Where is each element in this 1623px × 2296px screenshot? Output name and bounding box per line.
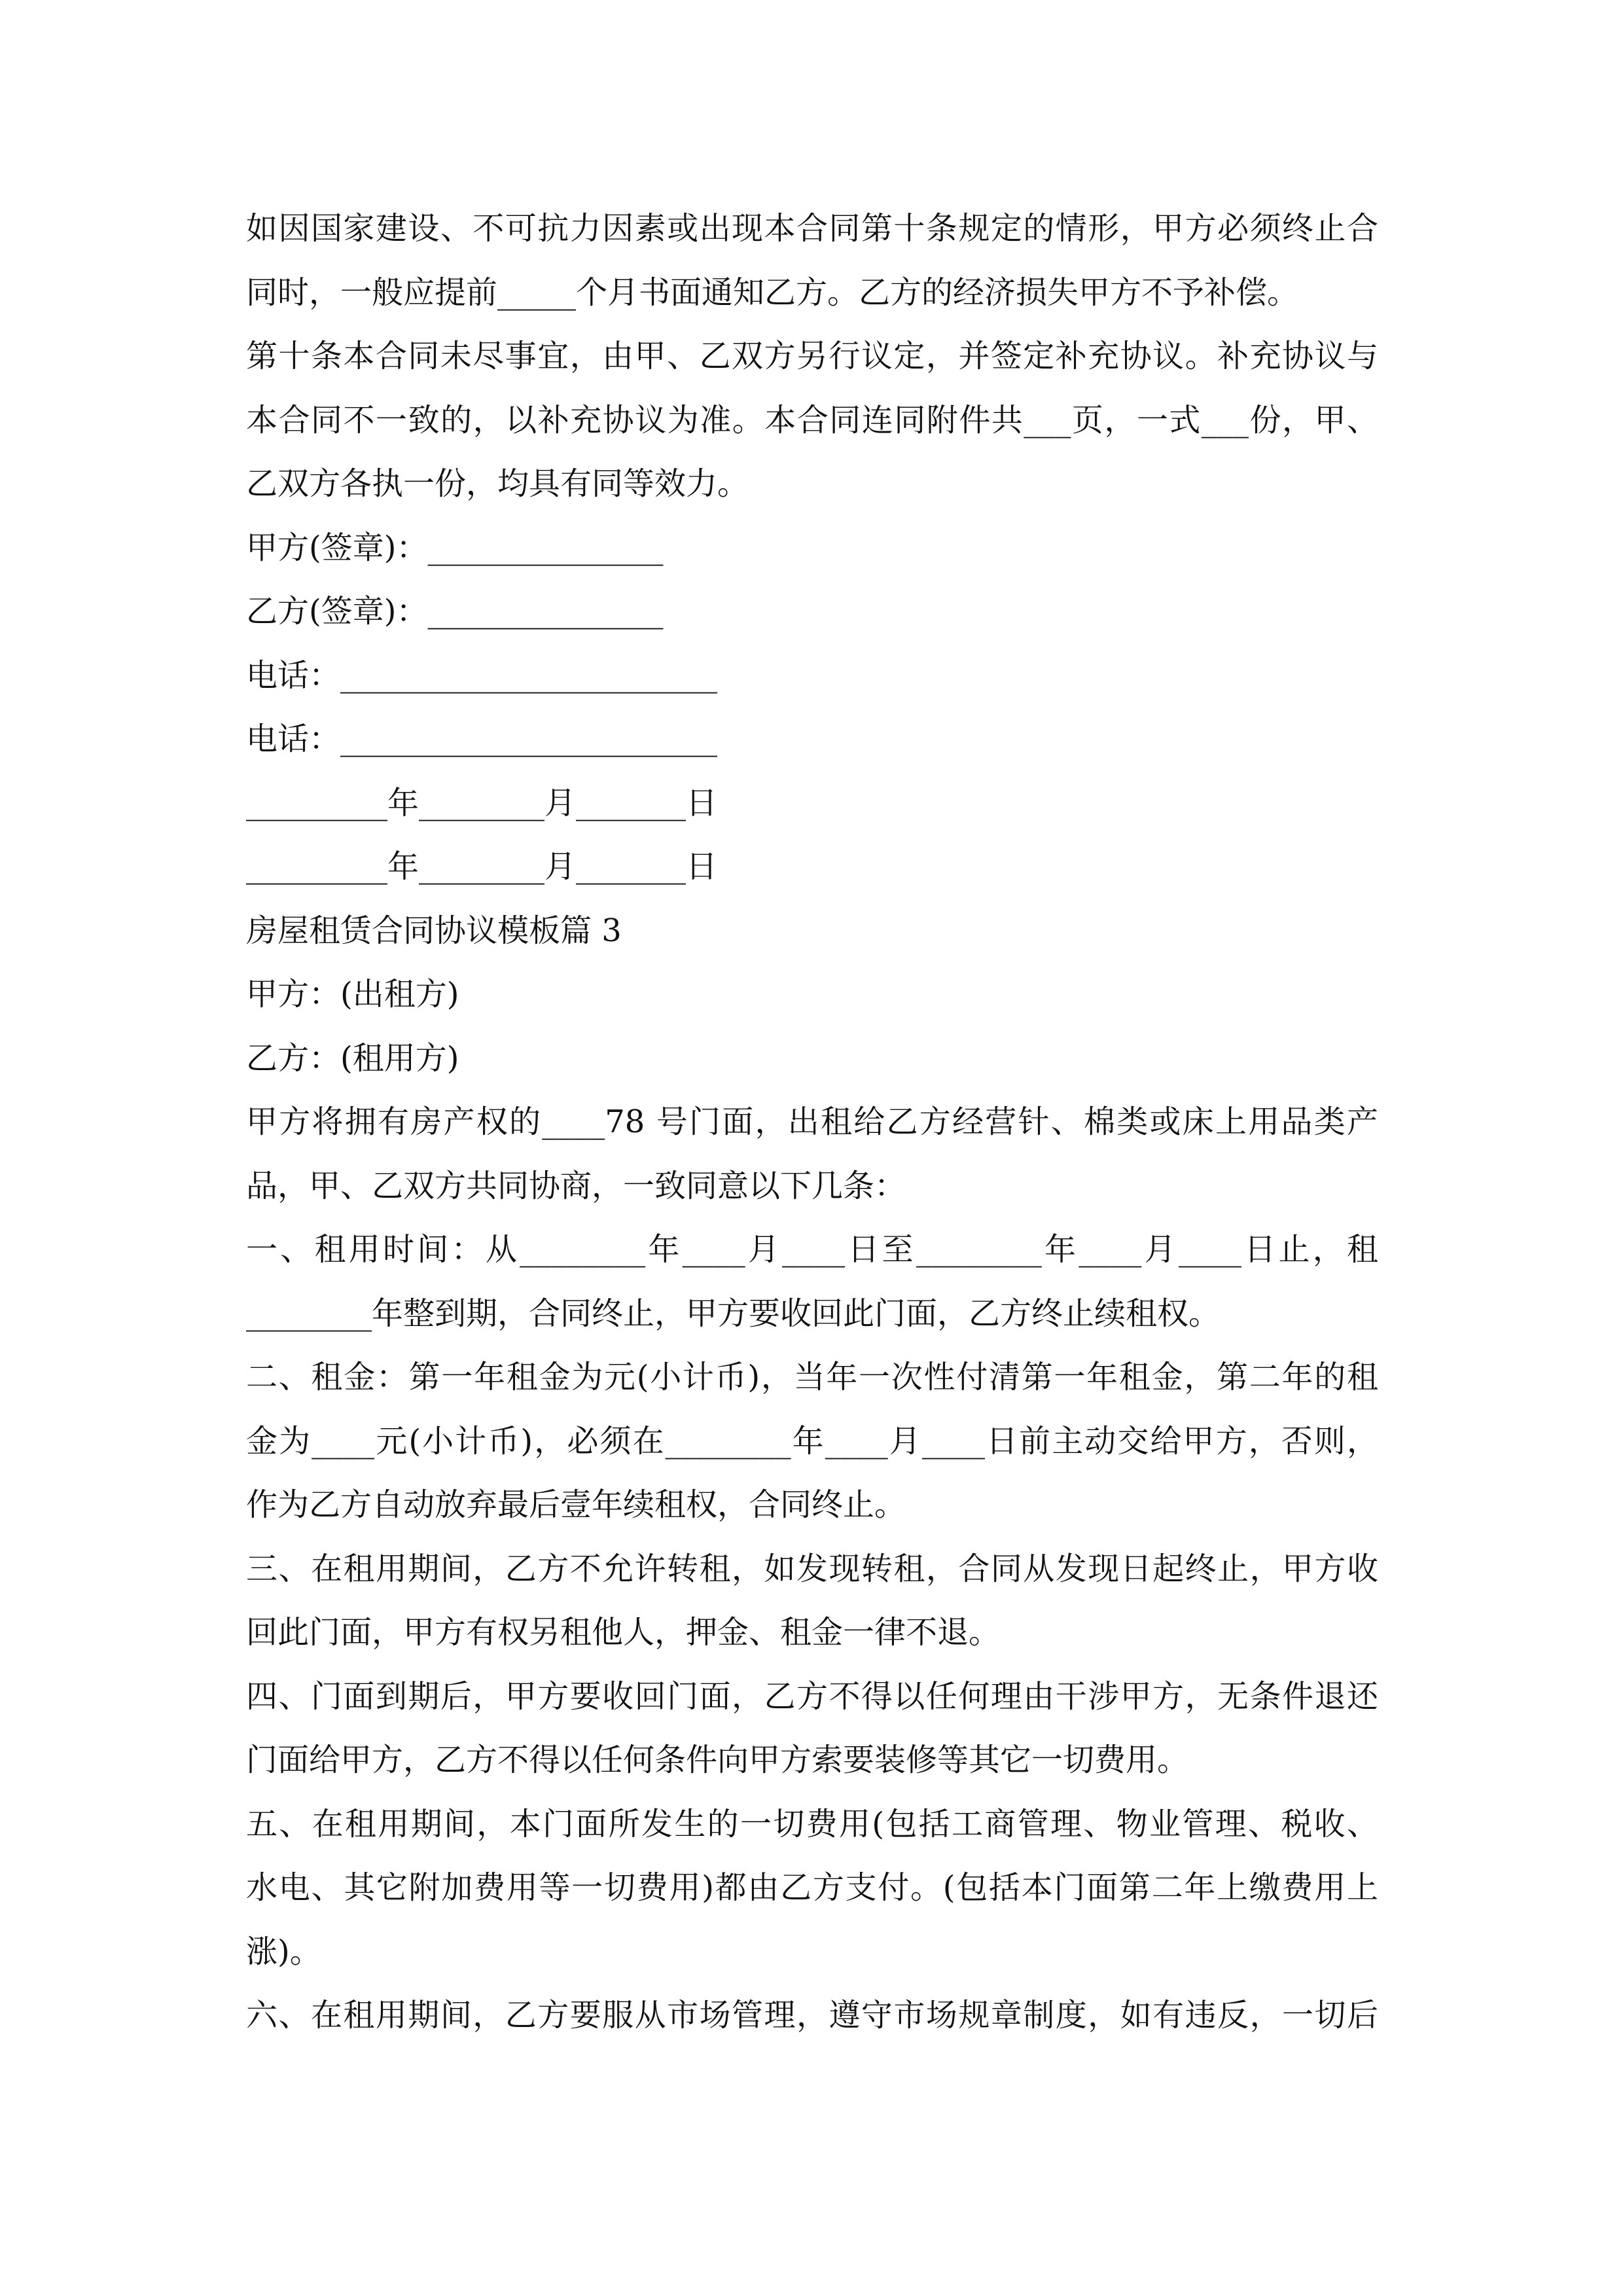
text-line: 房屋租赁合同协议模板篇 3 bbox=[246, 912, 622, 949]
text-line: 电话：________________________ bbox=[246, 721, 718, 757]
text-line: _________年________月_______日 bbox=[246, 848, 718, 885]
text-line: 作为乙方自动放弃最后壹年续租权，合同终止。 bbox=[246, 1486, 906, 1523]
text-line: 一、租用时间：从________年____月____日至________年____月____日止，租 bbox=[246, 1231, 1378, 1268]
text-line: 乙方：(租用方) bbox=[246, 1039, 459, 1077]
text-line: ________年整到期，合同终止，甲方要收回此门面，乙方终止续租权。 bbox=[246, 1295, 1221, 1332]
text-line: 甲方：(出租方) bbox=[246, 976, 459, 1013]
text-line: 三、在租用期间，乙方不允许转租，如发现转租，合同从发现日起终止，甲方收 bbox=[246, 1550, 1378, 1587]
text-line: 乙双方各执一份，均具有同等效力。 bbox=[246, 465, 749, 502]
text-line: 五、在租用期间，本门面所发生的一切费用(包括工商管理、物业管理、税收、 bbox=[246, 1805, 1378, 1842]
text-line: 甲方(签章)：_______________ bbox=[246, 529, 664, 566]
text-line: 第十条本合同未尽事宜，由甲、乙双方另行议定，并签定补充协议。补充协议与 bbox=[246, 338, 1378, 374]
text-line: 如因国家建设、不可抗力因素或出现本合同第十条规定的情形，甲方必须终止合 bbox=[246, 210, 1378, 247]
text-line: 乙方(签章)：_______________ bbox=[246, 593, 664, 630]
text-line: 电话：________________________ bbox=[246, 656, 718, 694]
text-line: _________年________月_______日 bbox=[246, 784, 718, 821]
text-line: 二、租金：第一年租金为元(小计币)，当年一次性付清第一年租金，第二年的租 bbox=[246, 1359, 1378, 1395]
text-line: 涨)。 bbox=[246, 1933, 321, 1970]
text-line: 本合同不一致的，以补充协议为准。本合同连同附件共___页，一式___份，甲、 bbox=[246, 401, 1378, 439]
text-line: 甲方将拥有房产权的____78 号门面，出租给乙方经营针、棉类或床上用品类产 bbox=[246, 1103, 1378, 1140]
text-line: 同时，一般应提前_____个月书面通知乙方。乙方的经济损失甲方不予补偿。 bbox=[246, 274, 1299, 311]
text-line: 水电、其它附加费用等一切费用)都由乙方支付。(包括本门面第二年上缴费用上 bbox=[246, 1869, 1378, 1906]
text-line: 六、在租用期间，乙方要服从市场管理，遵守市场规章制度，如有违反，一切后 bbox=[246, 1997, 1378, 2034]
text-line: 品，甲、乙双方共同协商，一致同意以下几条： bbox=[246, 1167, 906, 1204]
text-line: 金为____元(小计币)，必须在________年____月____日前主动交给甲方，否则， bbox=[246, 1422, 1378, 1460]
text-line: 回此门面，甲方有权另租他人，押金、租金一律不退。 bbox=[246, 1614, 1001, 1651]
text-line: 门面给甲方，乙方不得以任何条件向甲方索要装修等其它一切费用。 bbox=[246, 1742, 1189, 1778]
text-line: 四、门面到期后，甲方要收回门面，乙方不得以任何理由干涉甲方，无条件退还 bbox=[246, 1677, 1378, 1715]
